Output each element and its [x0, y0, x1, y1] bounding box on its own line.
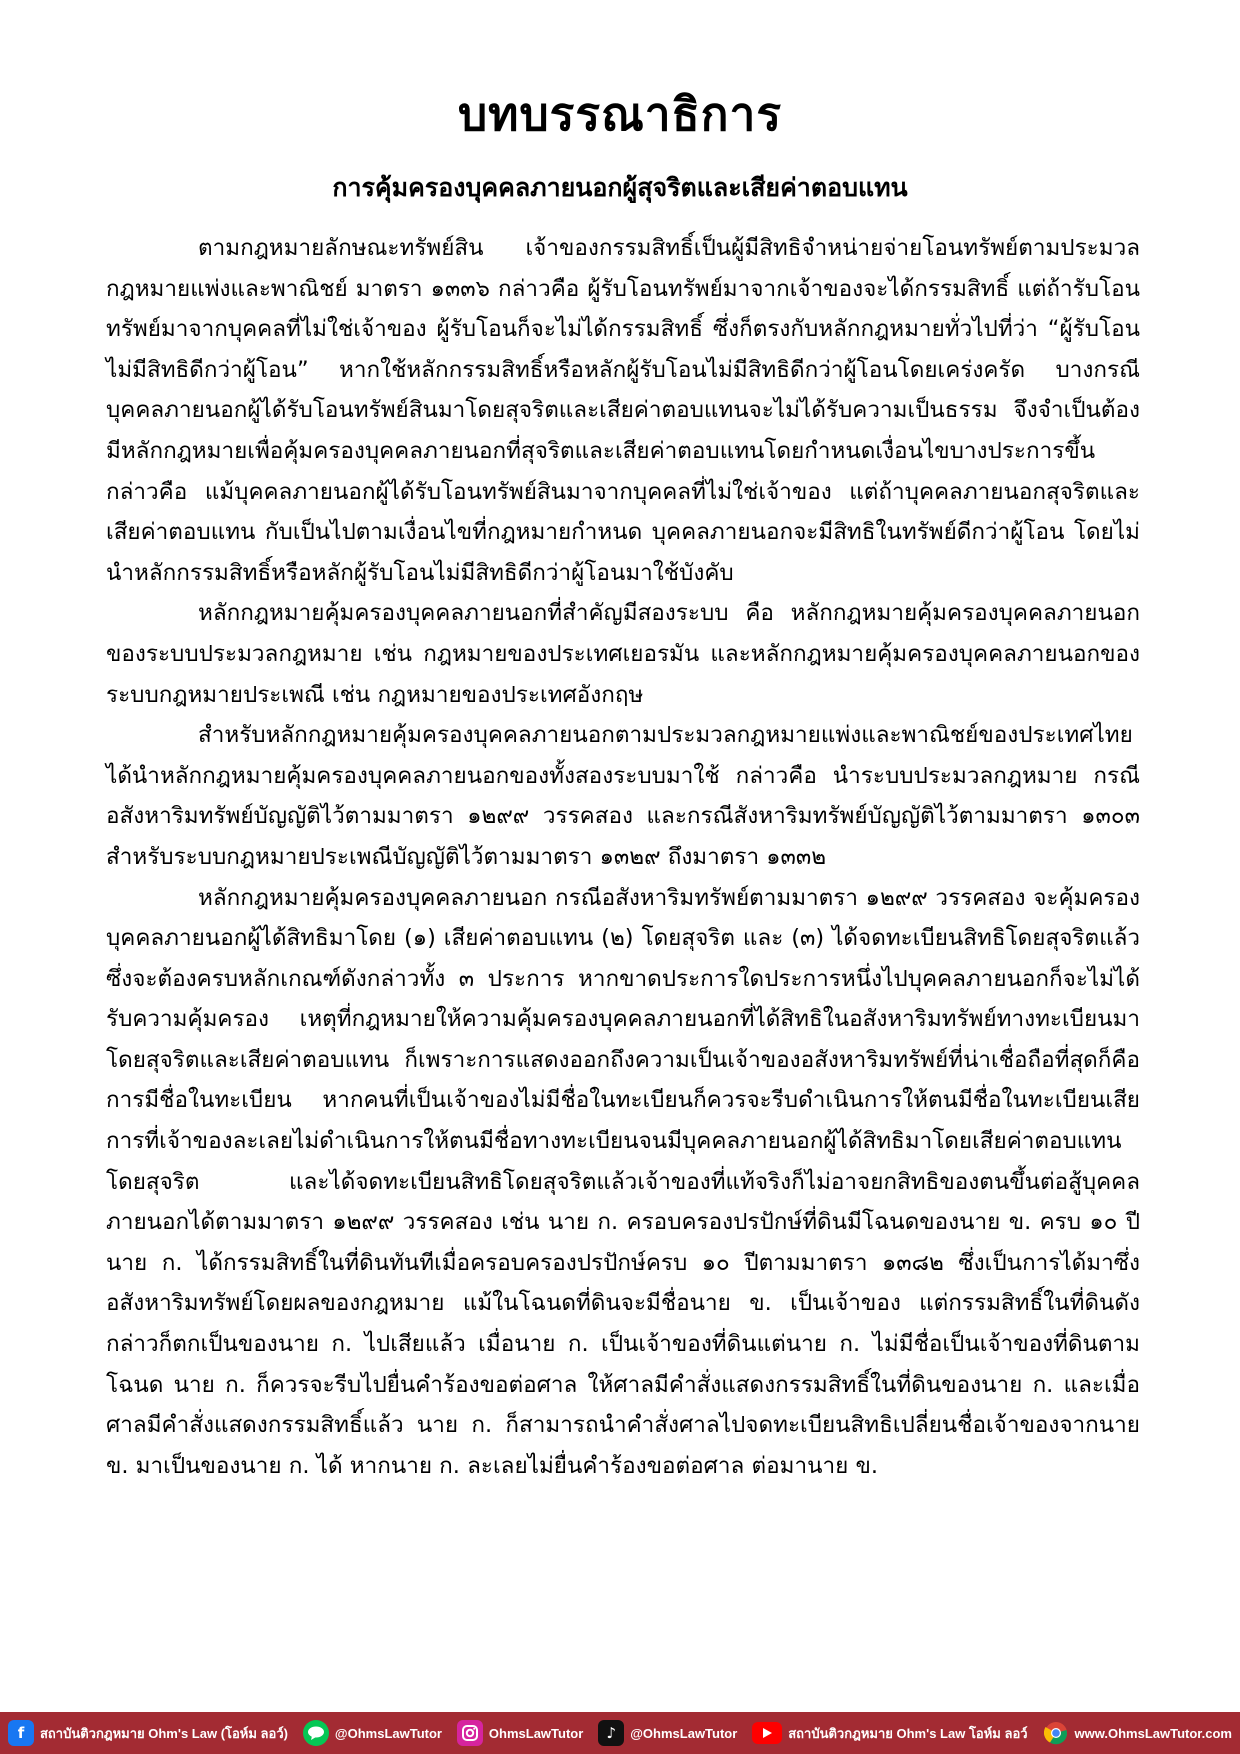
footer-instagram-text: OhmsLawTutor: [488, 1725, 584, 1741]
footer-website-link[interactable]: [1043, 1720, 1232, 1746]
footer-tiktok-link[interactable]: [598, 1720, 737, 1746]
footer-website-text: www.OhmsLawTutor.com: [1074, 1725, 1232, 1741]
paragraph-1: ตามกฎหมายลักษณะทรัพย์สิน เจ้าของกรรมสิทธิ์เป็นผู้มีสิทธิจำหน่ายจ่ายโอนทรัพย์ตามประมวลกฎหมายแพ่งและพาณิชย์ มาตรา ๑๓๓๖ กล่าวคือ ผู้รับโอนทรัพย์มาจากเจ้าของจะได้กรรมสิทธิ์ แต่ถ้ารับโอนทรัพย์มาจากบุคคลที่ไม่ใช่เจ้าของ ผู้รับโอนก็จะไม่ได้กรรมสิทธิ์ ซึ่งก็ตรงกับหลักกฎหมายทั่วไปที่ว่า “ผู้รับโอนไม่มีสิทธิดีกว่าผู้โอน” หากใช้หลักกรรมสิทธิ์หรือหลักผู้รับโอนไม่มีสิทธิดีกว่าผู้โอนโดยเคร่งครัด บางกรณีบุคคลภายนอกผู้ได้รับโอนทรัพย์สินมาโดยสุจริตและเสียค่าตอบแทนจะไม่ได้รับความเป็นธรรม จึงจำเป็นต้องมีหลักกฎหมายเพื่อคุ้มครองบุคคลภายนอกที่สุจริตและเสียค่าตอบแทนโดยกำหนดเงื่อนไขบางประการขึ้น กล่าวคือ แม้บุคคลภายนอกผู้ได้รับโอนทรัพย์สินมาจากบุคคลที่ไม่ใช่เจ้าของ แต่ถ้าบุคคลภายนอกสุจริตและเสียค่าตอบแทน กับเป็นไปตามเงื่อนไขที่กฎหมายกำหนด บุคคลภายนอกจะมีสิทธิในทรัพย์ดีกว่าผู้โอน โดยไม่นำหลักกรรมสิทธิ์หรือหลักผู้รับโอนไม่มีสิทธิดีกว่าผู้โอนมาใช้บังคับ: [106, 235, 1140, 586]
article-body: [106, 228, 1140, 1486]
footer-instagram-link[interactable]: [457, 1720, 583, 1746]
line-icon: [303, 1720, 329, 1746]
social-footer: [0, 1712, 1240, 1754]
paragraph-2: หลักกฎหมายคุ้มครองบุคคลภายนอกที่สำคัญมีสองระบบ คือ หลักกฎหมายคุ้มครองบุคคลภายนอกของระบบประมวลกฎหมาย เช่น กฎหมายของประเทศเยอรมัน และหลักกฎหมายคุ้มครองบุคคลภายนอกของระบบกฎหมายประเพณี เช่น กฎหมายของประเทศอังกฤษ: [106, 600, 1140, 708]
footer-youtube-link[interactable]: [752, 1722, 1027, 1744]
page-title: บทบรรณาธิการ: [457, 87, 783, 141]
footer-line-text: @OhmsLawTutor: [334, 1725, 442, 1741]
instagram-icon: [457, 1720, 483, 1746]
tiktok-icon: ♪: [598, 1720, 624, 1746]
footer-youtube-text: สถาบันติวกฎหมาย Ohm's Law โอห์ม ลอว์: [788, 1725, 1028, 1741]
paragraph-3: สำหรับหลักกฎหมายคุ้มครองบุคคลภายนอกตามประมวลกฎหมายแพ่งและพาณิชย์ของประเทศไทยได้นำหลักกฎหมายคุ้มครองบุคคลภายนอกของทั้งสองระบบมาใช้ กล่าวคือ นำระบบประมวลกฎหมาย กรณีอสังหาริมทรัพย์บัญญัติไว้ตามมาตรา ๑๒๙๙ วรรคสอง และกรณีสังหาริมทรัพย์บัญญัติไว้ตามมาตรา ๑๓๐๓ สำหรับระบบกฎหมายประเพณีบัญญัติไว้ตามมาตรา ๑๓๒๙ ถึงมาตรา ๑๓๓๒: [106, 722, 1140, 870]
footer-line-link[interactable]: [303, 1720, 442, 1746]
facebook-icon: f: [8, 1720, 34, 1746]
paragraph-4: หลักกฎหมายคุ้มครองบุคคลภายนอก กรณีอสังหาริมทรัพย์ตามมาตรา ๑๒๙๙ วรรคสอง จะคุ้มครองบุคคลภายนอกผู้ได้สิทธิมาโดย (๑) เสียค่าตอบแทน (๒) โดยสุจริต และ (๓) ได้จดทะเบียนสิทธิโดยสุจริตแล้ว ซึ่งจะต้องครบหลักเกณฑ์ดังกล่าวทั้ง ๓ ประการ หากขาดประการใดประการหนึ่งไปบุคคลภายนอกก็จะไม่ได้รับความคุ้มครอง เหตุที่กฎหมายให้ความคุ้มครองบุคคลภายนอกที่ได้สิทธิในอสังหาริมทรัพย์ทางทะเบียนมาโดยสุจริตและเสียค่าตอบแทน ก็เพราะการแสดงออกถึงความเป็นเจ้าของอสังหาริมทรัพย์ที่น่าเชื่อถือที่สุดก็คือการมีชื่อในทะเบียน หากคนที่เป็นเจ้าของไม่มีชื่อในทะเบียนก็ควรจะรีบดำเนินการให้ตนมีชื่อในทะเบียนเสีย การที่เจ้าของละเลยไม่ดำเนินการให้ตนมีชื่อทางทะเบียนจนมีบุคคลภายนอกผู้ได้สิทธิมาโดยเสียค่าตอบแทนโดยสุจริต และได้จดทะเบียนสิทธิโดยสุจริตแล้วเจ้าของที่แท้จริงก็ไม่อาจยกสิทธิของตนขึ้นต่อสู้บุคคลภายนอกได้ตามมาตรา ๑๒๙๙ วรรคสอง เช่น นาย ก. ครอบครองปรปักษ์ที่ดินมีโฉนดของนาย ข. ครบ ๑๐ ปี นาย ก. ได้กรรมสิทธิ์ในที่ดินทันทีเมื่อครอบครองปรปักษ์ครบ ๑๐ ปีตามมาตรา ๑๓๘๒ ซึ่งเป็นการได้มาซึ่งอสังหาริมทรัพย์โดยผลของกฎหมาย แม้ในโฉนดที่ดินจะมีชื่อนาย ข. เป็นเจ้าของ แต่กรรมสิทธิ์ในที่ดินดังกล่าวก็ตกเป็นของนาย ก. ไปเสียแล้ว เมื่อนาย ก. เป็นเจ้าของที่ดินแต่นาย ก. ไม่มีชื่อเป็นเจ้าของที่ดินตามโฉนด นาย ก. ก็ควรจะรีบไปยื่นคำร้องขอต่อศาล ให้ศาลมีคำสั่งแสดงกรรมสิทธิ์ในที่ดินของนาย ก. และเมื่อศาลมีคำสั่งแสดงกรรมสิทธิ์แล้ว นาย ก. ก็สามารถนำคำสั่งศาลไปจดทะเบียนสิทธิเปลี่ยนชื่อเจ้าของจากนาย ข. มาเป็นของนาย ก. ได้ หากนาย ก. ละเลยไม่ยื่นคำร้องขอต่อศาล ต่อมานาย ข.: [106, 884, 1140, 1479]
footer-facebook-text: สถาบันติวกฎหมาย Ohm's Law (โอห์ม ลอว์): [40, 1725, 288, 1741]
footer-tiktok-text: @OhmsLawTutor: [630, 1725, 738, 1741]
chrome-icon: [1043, 1720, 1069, 1746]
page-subtitle: การคุ้มครองบุคคลภายนอกผู้สุจริตและเสียค่าตอบแทน: [332, 173, 908, 202]
youtube-icon: [752, 1722, 782, 1744]
footer-facebook-link[interactable]: [8, 1720, 288, 1746]
